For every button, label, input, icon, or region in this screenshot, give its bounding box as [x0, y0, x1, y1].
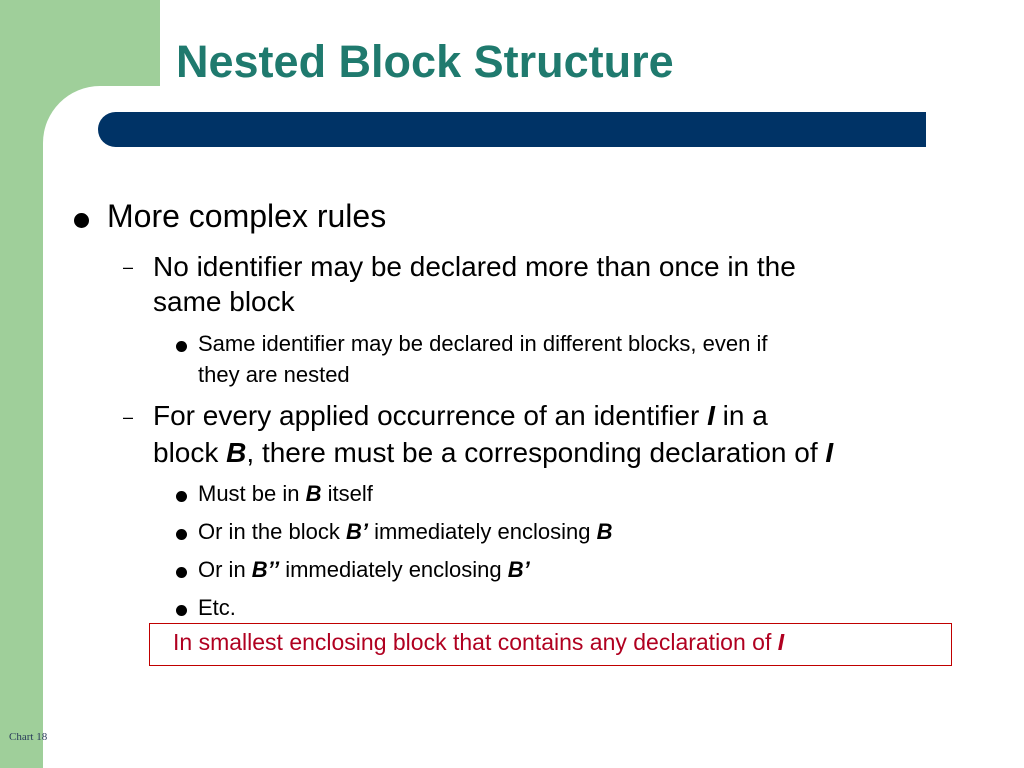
bullet-l1: More complex rules: [107, 198, 387, 234]
slide-number: Chart 18: [9, 731, 48, 743]
bullet-l2-line1: No identifier may be declared more than once in the: [153, 251, 796, 282]
bullet-dot: [176, 339, 187, 357]
bullet-l2-line2: same block: [153, 286, 295, 317]
decor-green-strip: [0, 0, 43, 768]
dash-marker: –: [123, 257, 134, 277]
bullet-l3: Etc.: [198, 595, 236, 620]
bullet-dot: [176, 527, 187, 545]
bullet-dot: [176, 603, 187, 621]
bullet-dot: [74, 213, 89, 233]
bullet-l2-line2: block B, there must be a corresponding declaration of I: [153, 437, 834, 468]
callout-text: In smallest enclosing block that contains any declaration of: [173, 629, 778, 655]
bullet-dot: [176, 565, 187, 583]
title-bar: [98, 112, 926, 147]
bullet-l3: Or in the block B’ immediately enclosing B: [198, 519, 613, 544]
bullet-l3-line1: Same identifier may be declared in different blocks, even if: [198, 331, 768, 356]
callout-box: [149, 623, 952, 666]
bullet-l3: Or in B’’ immediately enclosing B’: [198, 557, 530, 582]
page-title: Nested Block Structure: [176, 36, 674, 87]
bullet-dot: [176, 489, 187, 507]
bullet-l3: Must be in B itself: [198, 481, 373, 506]
dash-marker: –: [123, 407, 134, 427]
bullet-l2-line1: For every applied occurrence of an identifier I in a: [153, 400, 768, 431]
bullet-l3-line2: they are nested: [198, 362, 350, 387]
callout-italic: I: [777, 629, 785, 655]
